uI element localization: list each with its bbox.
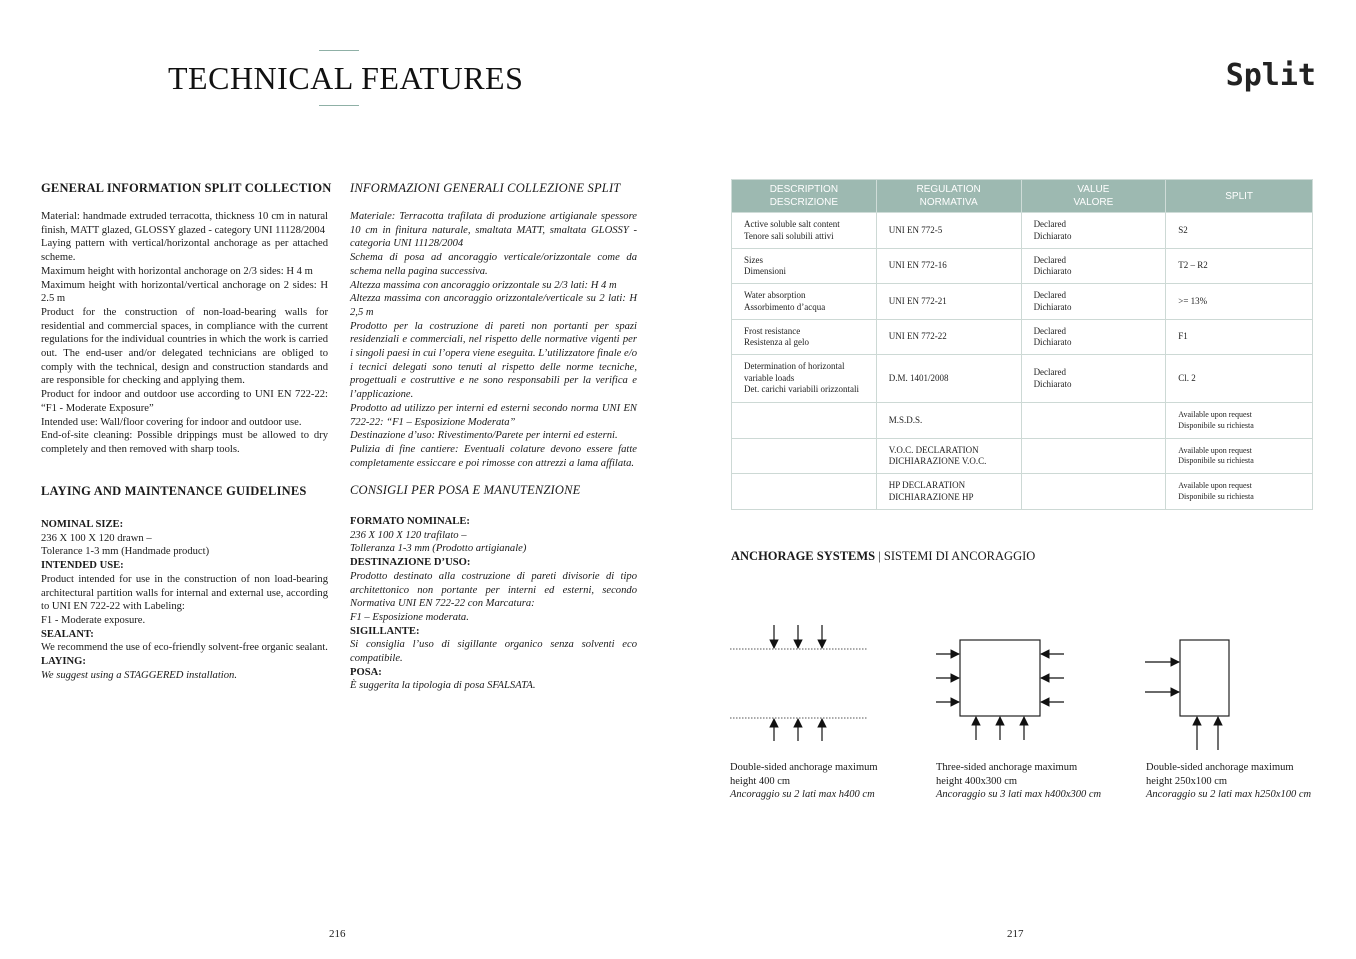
intended-use-label: DESTINAZIONE D’USO:	[350, 557, 471, 569]
header-regulation: REGULATION NORMATIVA	[876, 180, 1021, 213]
page-title: TECHNICAL FEATURES	[168, 60, 524, 96]
general-info-title-it: INFORMAZIONI GENERALI COLLEZIONE SPLIT	[350, 181, 621, 195]
cell-regulation: M.S.D.S.	[876, 403, 1021, 439]
paragraph: Prodotto per la costruzione di pareti non portanti per spazi residenziali e commerciali, nel rispetto delle normative vigenti per i singoli paesi in cui l’opera viene eseguita. L’utilizzatore finale e/o i tecnici delegati sono tenuti al rispetto delle norme tecniche, progettuali e costruttive e ne sono responsabili per la verifica e l’applicazione.	[350, 320, 637, 401]
cell-description: Frost resistance Resistenza al gelo	[732, 320, 877, 355]
cell-split: Available upon request Disponibile su richiesta	[1166, 403, 1313, 439]
page-number-right: 217	[1007, 928, 1024, 940]
paragraph: Maximum height with horizontal/vertical anchorage on 2 sides: H 2.5 m	[41, 279, 328, 305]
cell-value	[1021, 474, 1166, 510]
table-row	[732, 213, 1313, 249]
paragraph: Maximum height with horizontal anchorage on 2/3 sides: H 4 m	[41, 265, 313, 277]
cell-value: Declared Dichiarato	[1021, 355, 1166, 403]
table-row	[732, 474, 1313, 510]
cell-split: >= 13%	[1166, 284, 1313, 320]
laying-title-en: LAYING AND MAINTENANCE GUIDELINES	[41, 484, 307, 498]
general-info-title-en: GENERAL INFORMATION SPLIT COLLECTION	[41, 181, 332, 195]
page-number-left: 216	[329, 928, 346, 940]
laying-title-it: CONSIGLI PER POSA E MANUTENZIONE	[350, 483, 581, 497]
anchorage-diagram-three-sided	[930, 632, 1070, 744]
header-split: SPLIT	[1166, 180, 1313, 213]
cell-regulation: V.O.C. DECLARATION DICHIARAZIONE V.O.C.	[876, 439, 1021, 474]
header-value: VALUE VALORE	[1021, 180, 1166, 213]
intended-use-text-2: F1 - Moderate exposure.	[41, 614, 146, 626]
laying-label: POSA:	[350, 666, 382, 678]
cell-value: Declared Dichiarato	[1021, 213, 1166, 249]
cell-split: T2 – R2	[1166, 249, 1313, 284]
laying-label: LAYING:	[41, 656, 86, 668]
tolerance-value: Tolerance 1-3 mm (Handmade product)	[41, 546, 210, 558]
cell-description	[732, 439, 877, 474]
brand-logo: Split	[1225, 58, 1316, 93]
paragraph: Material: handmade extruded terracotta, thickness 10 cm in natural finish, MATT glazed, GLOSSY glazed - category UNI 11128/2004	[41, 211, 328, 236]
cell-split: Available upon request Disponibile su richiesta	[1166, 439, 1313, 474]
general-info-text-it	[350, 210, 637, 470]
intended-use-label: INTENDED USE:	[41, 560, 124, 572]
sealant-text: Si consiglia l’uso di sigillante organico senza solventi eco compatibile.	[350, 639, 637, 665]
paragraph: Product for the construction of non-load-bearing walls for residential and commercial spaces, in compliance with the current regulations for the individual countries in which the work is carried out. The end-user and/or delegated technicians are obliged to comply with the technical, design and construction standards and are responsible for checking and applying them.	[41, 306, 328, 387]
cell-description: Active soluble salt content Tenore sali solubili attivi	[732, 213, 877, 249]
nominal-size-label: NOMINAL SIZE:	[41, 519, 124, 530]
cell-value: Declared Dichiarato	[1021, 320, 1166, 355]
table-row	[732, 439, 1313, 474]
cell-split: S2	[1166, 213, 1313, 249]
nominal-size-value: 236 X 100 X 120 drawn –	[41, 532, 152, 544]
table-row	[732, 249, 1313, 284]
cell-value	[1021, 439, 1166, 474]
intended-use-text-2: F1 – Esposizione moderata.	[350, 611, 469, 623]
paragraph: Laying pattern with vertical/horizontal anchorage as per attached scheme.	[41, 238, 328, 264]
paragraph: Pulizia di fine cantiere: Eventuali colature devono essere fatte completamente essiccare e poi rimosse con attrezzi a lama affilata.	[350, 443, 637, 469]
table-row	[732, 284, 1313, 320]
paragraph: Schema di posa ad ancoraggio verticale/orizzontale come da schema nella pagina successiva.	[350, 252, 637, 277]
table-row	[732, 320, 1313, 355]
paragraph: End-of-site cleaning: Possible drippings must be allowed to dry completely and then removed with sharp tools.	[41, 430, 328, 455]
title-rule-bottom	[319, 105, 359, 106]
cell-regulation: UNI EN 772-22	[876, 320, 1021, 355]
anchorage-title: ANCHORAGE SYSTEMS | SISTEMI DI ANCORAGGIO	[731, 549, 1036, 563]
anchorage-caption-3: Double-sided anchorage maximum height 250x100 cm Ancoraggio su 2 lati max h250x100 cm	[1146, 762, 1312, 801]
sealant-label: SEALANT:	[41, 628, 94, 640]
laying-text: È suggerita la tipologia di posa SFALSATA.	[350, 680, 536, 692]
cell-split: Cl. 2	[1166, 355, 1313, 403]
paragraph: Product for indoor and outdoor use according to UNI EN 722-22: “F1 - Moderate Exposure”	[41, 389, 328, 414]
specifications-table	[731, 179, 1313, 510]
nominal-size-value: 236 X 100 X 120 trafilato –	[350, 529, 467, 541]
tolerance-value: Tolleranza 1-3 mm (Prodotto artigianale)	[350, 543, 527, 555]
cell-regulation: HP DECLARATION DICHIARAZIONE HP	[876, 474, 1021, 510]
cell-split: Available upon request Disponibile su richiesta	[1166, 474, 1313, 510]
laying-text: We suggest using a STAGGERED installation.	[41, 669, 237, 681]
table-row	[732, 355, 1313, 403]
sealant-text: We recommend the use of eco-friendly solvent-free organic sealant.	[41, 642, 328, 654]
intended-use-text: Product intended for use in the construction of non load-bearing architectural partition walls for internal and external use, according to UNI EN 722-22 with Labeling:	[41, 573, 328, 613]
cell-regulation: D.M. 1401/2008	[876, 355, 1021, 403]
cell-description: Sizes Dimensioni	[732, 249, 877, 284]
cell-regulation: UNI EN 772-16	[876, 249, 1021, 284]
anchorage-diagram-double-sided-corner	[1140, 632, 1240, 752]
cell-description: Water absorption Assorbimento d’acqua	[732, 284, 877, 320]
cell-split: F1	[1166, 320, 1313, 355]
cell-regulation: UNI EN 772-21	[876, 284, 1021, 320]
paragraph: Intended use: Wall/floor covering for indoor and outdoor use.	[41, 416, 302, 428]
anchorage-diagram-double-sided	[726, 620, 876, 745]
paragraph: Prodotto ad utilizzo per interni ed esterni secondo norma UNI EN 722-22: “F1 – Esposizione Moderata”	[350, 402, 637, 428]
cell-description	[732, 403, 877, 439]
general-info-text-en	[41, 210, 328, 457]
table-header-row	[732, 180, 1313, 213]
paragraph: Destinazione d’uso: Rivestimento/Parete per interni ed esterni.	[350, 430, 618, 442]
nominal-size-label: FORMATO NOMINALE:	[350, 516, 470, 527]
table-row	[732, 403, 1313, 439]
sealant-label: SIGILLANTE:	[350, 625, 420, 637]
cell-value: Declared Dichiarato	[1021, 284, 1166, 320]
laying-text-en	[41, 518, 328, 682]
paragraph: Materiale: Terracotta trafilata di produzione artigianale spessore 10 cm in finitura naturale, smaltata MATT, smaltata GLOSSY - categoria UNI 11128/2004	[350, 211, 637, 250]
cell-regulation: UNI EN 772-5	[876, 213, 1021, 249]
cell-description	[732, 474, 877, 510]
laying-text-it	[350, 515, 637, 693]
header-description: DESCRIPTION DESCRIZIONE	[732, 180, 877, 213]
anchorage-caption-2: Three-sided anchorage maximum height 400x300 cm Ancoraggio su 3 lati max h400x300 cm	[936, 762, 1102, 801]
anchorage-caption-1: Double-sided anchorage maximum height 400 cm Ancoraggio su 2 lati max h400 cm	[730, 762, 878, 801]
paragraph: Altezza massima con ancoraggio orizzontale/verticale su 2 lati: H 2,5 m	[350, 293, 637, 318]
paragraph: Altezza massima con ancoraggio orizzontale su 2/3 lati: H 4 m	[350, 279, 617, 291]
cell-value	[1021, 403, 1166, 439]
title-rule-top	[319, 50, 359, 51]
intended-use-text: Prodotto destinato alla costruzione di pareti divisorie di tipo architettonico non portante per interni ed esterni, secondo Normativa UNI EN 722-22 con Marcatura:	[350, 570, 637, 610]
cell-description: Determination of horizontal variable loads Det. carichi variabili orizzontali	[732, 355, 877, 403]
cell-value: Declared Dichiarato	[1021, 249, 1166, 284]
